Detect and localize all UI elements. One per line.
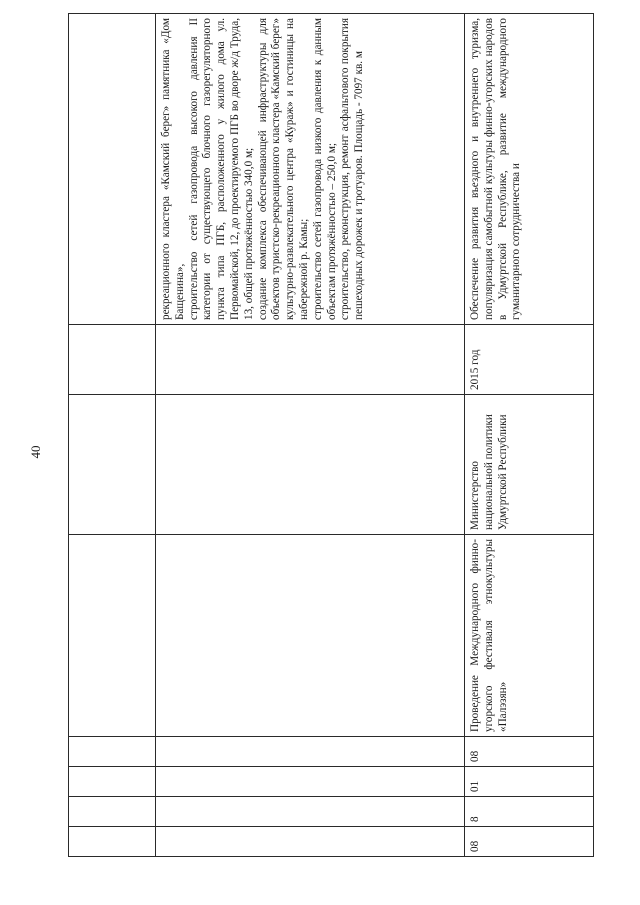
table-cell	[156, 395, 465, 535]
table-cell	[156, 325, 465, 395]
code-cell: 01	[465, 767, 594, 797]
rotated-table-container	[68, 14, 592, 857]
table-cell	[69, 325, 156, 395]
table-cell	[156, 797, 465, 827]
table-row-event	[465, 14, 594, 857]
continuation-text-cell: рекреационного кластера «Камский берег» памятника «Дом Бащенина», строительство сетей газопровода высокого давления II категории от существующего блочного газорегуляторного пункта типа ПГБ, расположенного у жилого дома ул. Первомайской, 12, до проектируемого ПГБ во дворе ж/д Труда, 13, общей протяжённостью 340,0 м; создание комплекса обеспечивающей инфраструктуры для объектов туристско-рекреационного кластера «Камский берег» культурно-развлекательного центра «Кураж» и гостиницы на набережной р. Камы; строительство сетей газопровода низкого давления к данным объектам протяжённостью – 250,0 м; строительство, реконструкция, ремонт асфальтового покрытия пешеходных дорожек и тротуаров. Площадь - 7097 кв. м	[156, 14, 465, 325]
program-table	[68, 13, 594, 857]
table-cell	[69, 827, 156, 857]
table-row-top	[156, 14, 465, 857]
table-cell	[156, 767, 465, 797]
code-cell: 8	[465, 797, 594, 827]
table-cell	[156, 737, 465, 767]
period-cell: 2015 год	[465, 325, 594, 395]
table-cell	[156, 535, 465, 737]
table-row-spacer	[69, 14, 156, 857]
event-name-cell: Проведение Международного финно-угорского фестиваля этнокультуры «Палэзян»	[465, 535, 594, 737]
table-cell	[156, 827, 465, 857]
table-cell	[69, 14, 156, 325]
table-cell	[69, 797, 156, 827]
code-cell: 08	[465, 827, 594, 857]
table-cell	[69, 395, 156, 535]
description-cell: Обеспечение развития въездного и внутреннего туризма, популяризация самобытной культуры финно-угорских народов в Удмуртской Республике, развитие международного гуманитарного сотрудничества и	[465, 14, 594, 325]
table-cell	[69, 535, 156, 737]
table-cell	[69, 737, 156, 767]
page-number: 40	[28, 445, 43, 459]
table-cell	[69, 767, 156, 797]
executor-cell: Министерство национальной политики Удмуртской Республики	[465, 395, 594, 535]
code-cell: 08	[465, 737, 594, 767]
